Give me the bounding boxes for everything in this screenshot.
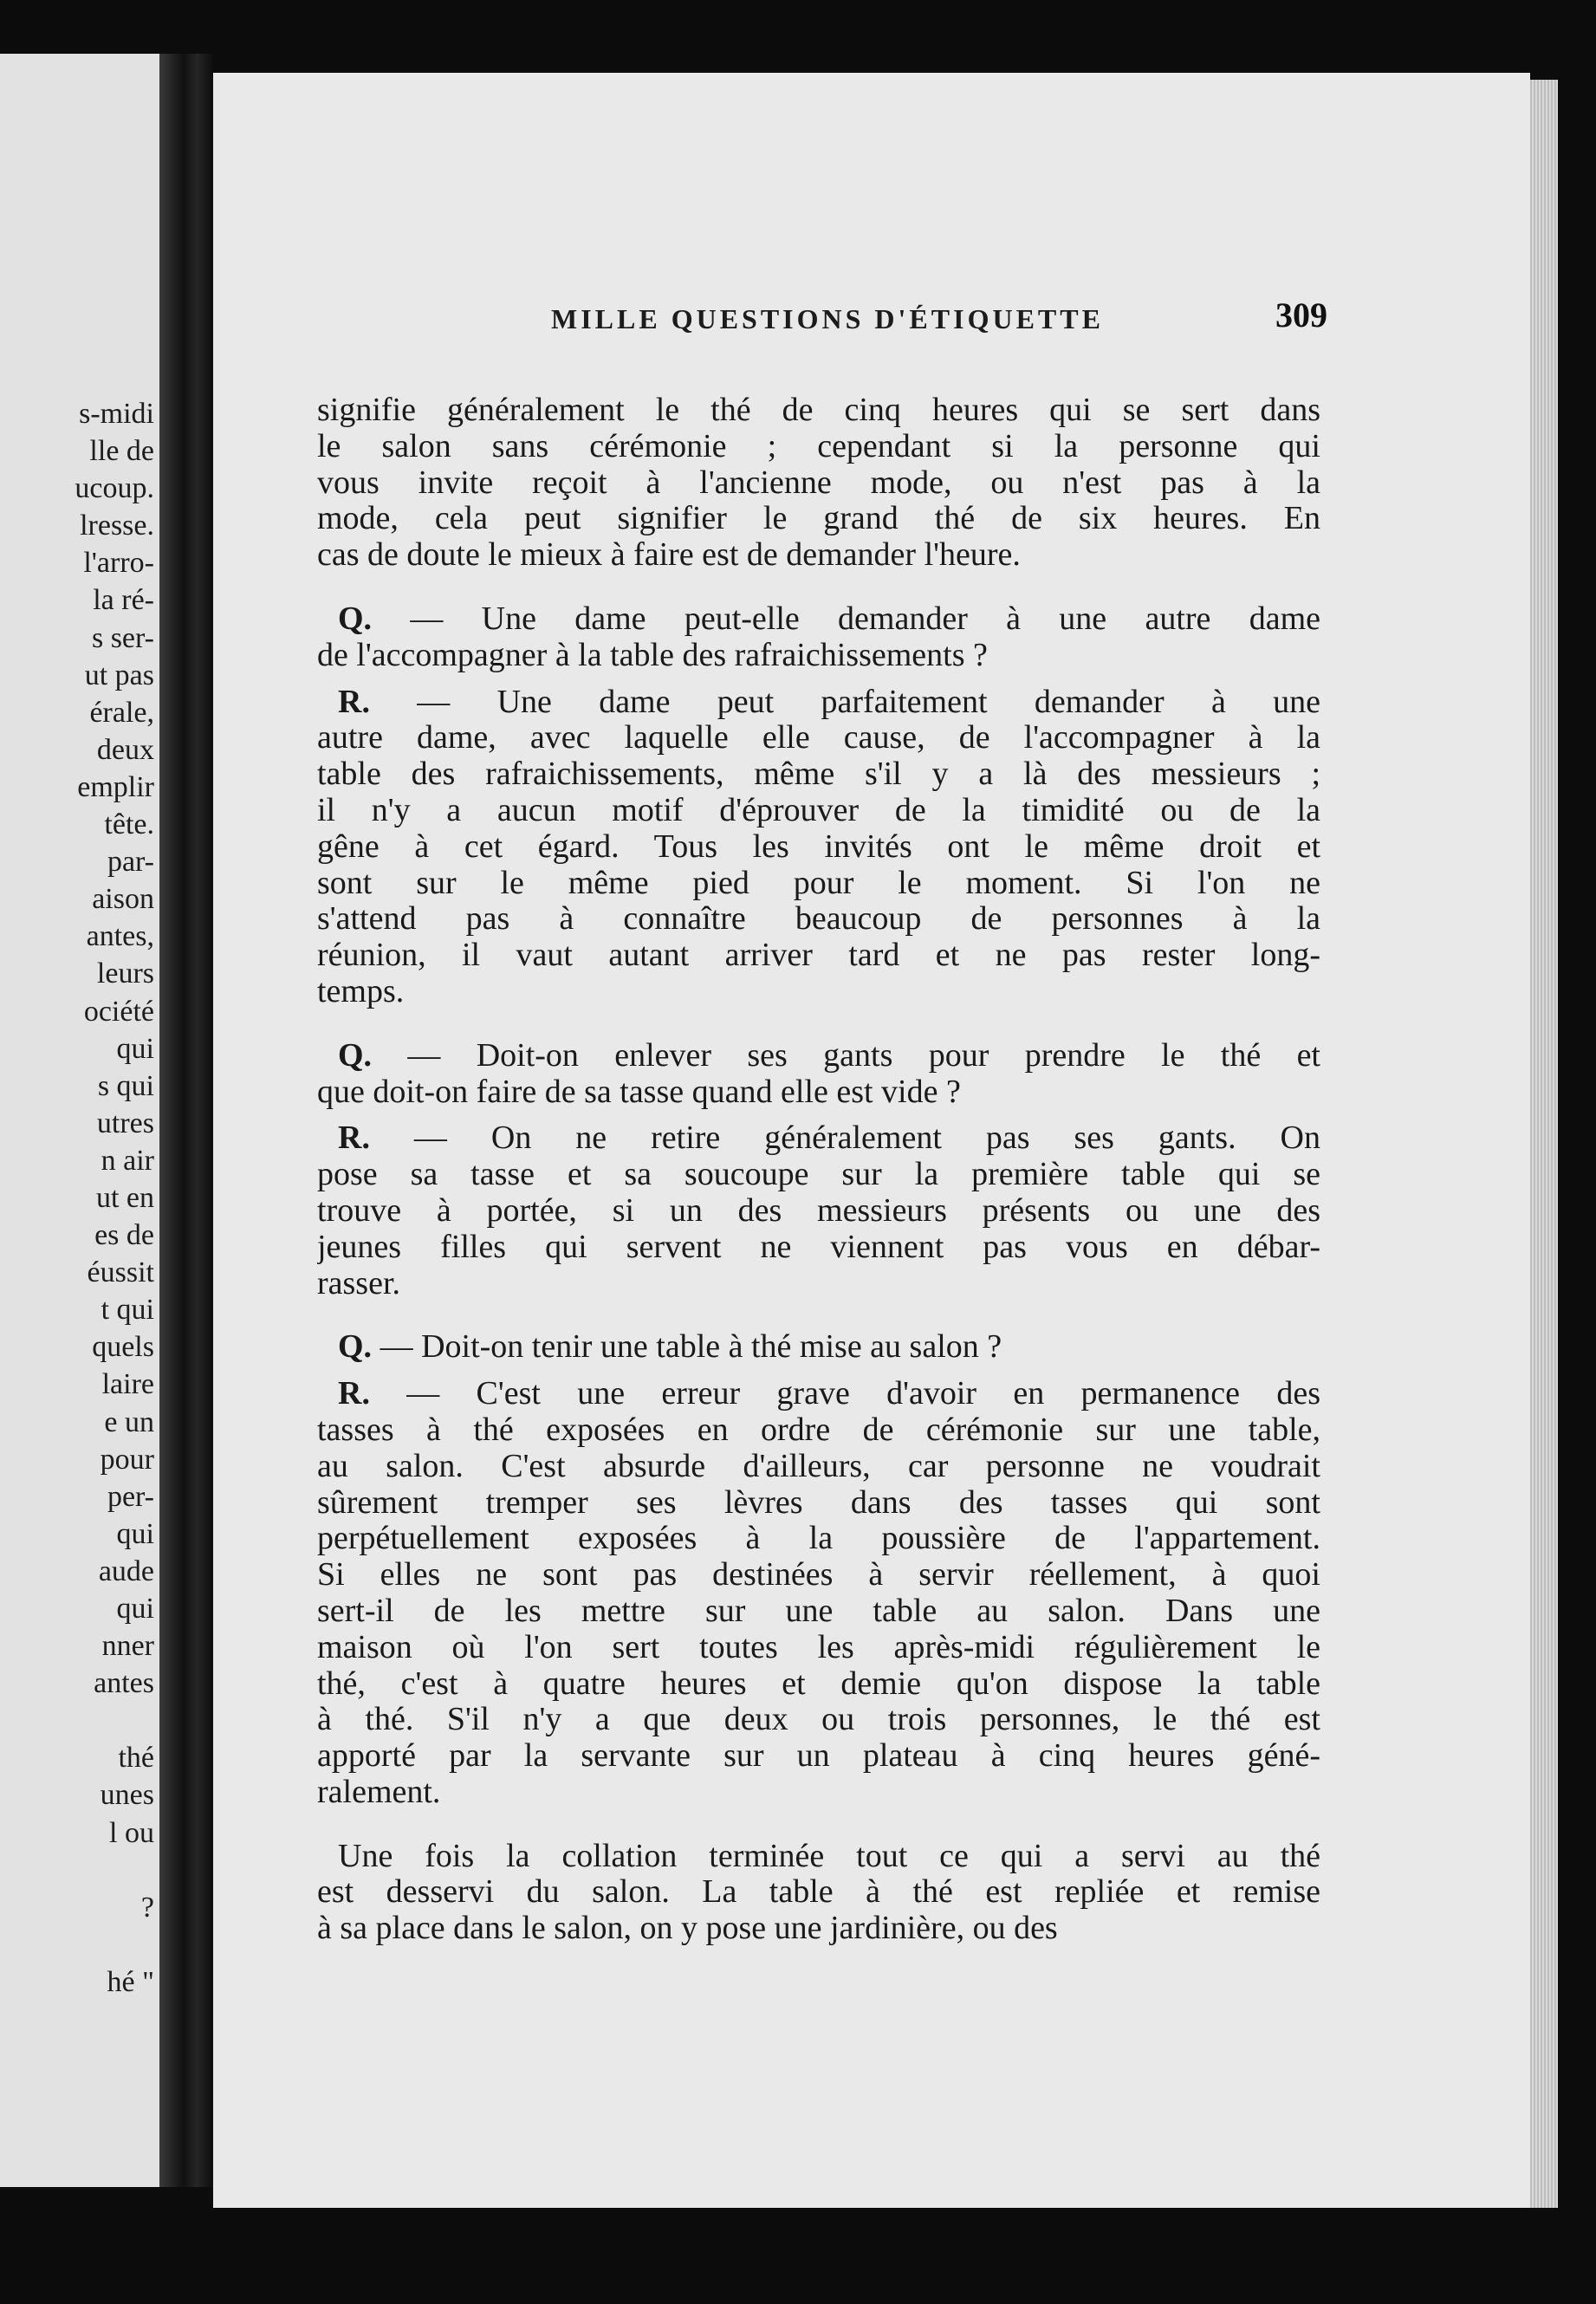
- text-line: [317, 1873, 1320, 1910]
- text-line: [317, 1120, 1320, 1156]
- line-text: autre dame, avec laquelle elle cause, de l'accompagner à la: [317, 719, 1320, 756]
- text-line: [317, 536, 1320, 573]
- line-text: le salon sans cérémonie ; cependant si la personne qui: [317, 427, 1320, 464]
- text-line: [317, 1593, 1320, 1629]
- left-page-line: qui: [116, 1032, 154, 1065]
- line-text: thé, c'est à quatre heures et demie qu'on dispose la table: [317, 1665, 1320, 1702]
- line-text: est desservi du salon. La table à thé est repliée et remise: [317, 1873, 1320, 1911]
- left-page-line: ucoup.: [75, 472, 154, 505]
- text-line: [317, 1448, 1320, 1484]
- line-text: de l'accompagner à la table des rafraichissements ?: [317, 636, 988, 673]
- text-line: [317, 1737, 1320, 1774]
- text-line: [317, 684, 1320, 720]
- answer-paragraph: [317, 1120, 1320, 1301]
- line-text: gêne à cet égard. Tous les invités ont le même droit et: [317, 827, 1320, 865]
- line-text: s'attend pas à connaître beaucoup de personnes à la: [317, 900, 1320, 938]
- left-page-line: la ré-: [93, 584, 154, 617]
- text-line: [317, 1838, 1320, 1874]
- text-line: [317, 756, 1320, 792]
- line-text: sûrement tremper ses lèvres dans des tasses qui sont: [317, 1483, 1320, 1521]
- text-line: [317, 1484, 1320, 1521]
- line-text: trouve à portée, si un des messieurs présents ou une des: [317, 1191, 1320, 1229]
- left-page-line: s-midi: [79, 398, 154, 430]
- text-line: [317, 1074, 1320, 1110]
- text-line: [317, 1556, 1320, 1593]
- left-page-line: thé: [118, 1742, 154, 1775]
- line-text: tasses à thé exposées en ordre de cérémonie sur une table,: [317, 1411, 1320, 1448]
- text-line: [317, 1229, 1320, 1265]
- left-page: [0, 54, 159, 2187]
- left-page-line: n air: [101, 1144, 154, 1177]
- left-page-line: tête.: [104, 808, 154, 841]
- text-line: [317, 792, 1320, 828]
- line-text: à sa place dans le salon, on y pose une jardinière, ou des: [317, 1910, 1058, 1947]
- left-page-line: lle de: [89, 435, 154, 468]
- left-page-line: utres: [96, 1107, 154, 1139]
- text-line: [317, 464, 1320, 501]
- text-line: [317, 1701, 1320, 1737]
- text-line: [317, 1412, 1320, 1448]
- text-line: [317, 500, 1320, 536]
- left-page-line: s ser-: [91, 621, 154, 654]
- line-text: que doit-on faire de sa tasse quand elle est vide ?: [317, 1073, 961, 1110]
- left-page-line: nner: [101, 1630, 154, 1663]
- text-line: [317, 1665, 1320, 1702]
- text-line: [317, 973, 1320, 1009]
- line-text: — Doit-on tenir une table à thé mise au salon ?: [372, 1328, 1002, 1366]
- left-page-line: [0, 1852, 159, 1889]
- text-line: [317, 392, 1320, 428]
- line-text: Une fois la collation terminée tout ce qui a servi au thé: [338, 1837, 1320, 1874]
- question-marker: Q.: [338, 600, 373, 637]
- left-page-line: ut pas: [84, 659, 154, 691]
- line-text: — Doit-on enlever ses gants pour prendre le thé et: [372, 1036, 1320, 1074]
- text-line: [317, 428, 1320, 464]
- left-page-line: éussit: [87, 1256, 154, 1289]
- left-page-line: emplir: [77, 770, 154, 803]
- left-page-line: es de: [94, 1219, 154, 1252]
- left-page-line: l ou: [109, 1816, 154, 1849]
- text-line: [317, 828, 1320, 865]
- text-line: [317, 1265, 1320, 1301]
- left-page-line: [0, 1702, 159, 1739]
- question-paragraph: [317, 1037, 1320, 1110]
- text-line: [317, 1520, 1320, 1556]
- answer-paragraph: [317, 1375, 1320, 1810]
- line-text: sert-il de les mettre sur une table au salon. Dans une: [317, 1592, 1320, 1629]
- line-text: — Une dame peut-elle demander à une autre dame: [372, 600, 1320, 637]
- line-text: maison où l'on sert toutes les après-midi régulièrement le: [317, 1628, 1320, 1665]
- line-text: ralement.: [317, 1773, 441, 1810]
- line-text: vous invite reçoit à l'ancienne mode, ou n'est pas à la: [317, 464, 1320, 501]
- left-page-line: pour: [100, 1443, 154, 1476]
- text-line: [317, 1192, 1320, 1229]
- line-text: — C'est une erreur grave d'avoir en permanence des: [369, 1375, 1320, 1412]
- line-text: temps.: [317, 972, 405, 1009]
- line-text: apporté par la servante sur un plateau à cinq heures géné-: [317, 1737, 1320, 1774]
- left-page-line: hé ": [107, 1965, 154, 1998]
- text-line: [317, 865, 1320, 901]
- left-page-line: e un: [104, 1405, 154, 1438]
- text-line: [317, 937, 1320, 973]
- text-line: [317, 637, 1320, 673]
- line-text: à thé. S'il n'y a que deux ou trois personnes, le thé est: [317, 1701, 1320, 1738]
- text-line: [317, 1156, 1320, 1192]
- left-page-line: leurs: [96, 957, 154, 990]
- left-page-line: ?: [140, 1891, 154, 1924]
- left-page-line: t qui: [101, 1294, 154, 1327]
- page-edges: [1530, 80, 1558, 2208]
- text-line: [317, 1774, 1320, 1810]
- left-page-line: antes: [94, 1667, 154, 1700]
- line-text: il n'y a aucun motif d'éprouver de la timidité ou de la: [317, 791, 1320, 828]
- line-text: jeunes filles qui servent ne viennent pas vous en débar-: [317, 1228, 1320, 1265]
- answer-marker: R.: [338, 1120, 370, 1157]
- left-page-line: [0, 1926, 159, 1963]
- text-line: [317, 1375, 1320, 1412]
- left-page-line: laire: [101, 1368, 154, 1401]
- book-spine: [159, 54, 213, 2187]
- left-page-line: qui: [116, 1593, 154, 1625]
- line-text: — On ne retire généralement pas ses gants. On: [369, 1120, 1320, 1157]
- line-text: cas de doute le mieux à faire est de demander l'heure.: [317, 536, 1021, 573]
- question-marker: Q.: [338, 1328, 373, 1366]
- text-line: [317, 600, 1320, 637]
- page-number: 309: [1275, 295, 1327, 334]
- line-text: perpétuellement exposées à la poussière de l'appartement.: [317, 1520, 1320, 1557]
- body-text: [317, 392, 1320, 1946]
- left-page-line: lresse.: [80, 509, 154, 542]
- question-paragraph: [317, 1328, 1320, 1365]
- text-line: [317, 719, 1320, 756]
- left-page-line: ut en: [95, 1181, 154, 1214]
- line-text: au salon. C'est absurde d'ailleurs, car personne ne voudrait: [317, 1447, 1320, 1484]
- question-paragraph: [317, 600, 1320, 673]
- line-text: signifie généralement le thé de cinq heures qui se sert dans: [317, 392, 1320, 428]
- left-page-line: deux: [96, 733, 154, 766]
- left-page-line: s qui: [97, 1069, 154, 1102]
- left-page-line: per-: [107, 1480, 154, 1513]
- left-page-line: par-: [107, 846, 154, 879]
- running-title: MILLE QUESTIONS D'ÉTIQUETTE: [551, 303, 1104, 334]
- answer-marker: R.: [338, 683, 370, 720]
- text-line: [317, 1910, 1320, 1946]
- question-marker: Q.: [338, 1036, 373, 1074]
- left-page-line: ociété: [83, 995, 154, 1028]
- paragraph: [317, 1838, 1320, 1946]
- line-text: rasser.: [317, 1264, 401, 1301]
- answer-paragraph: [317, 684, 1320, 1009]
- answer-marker: R.: [338, 1375, 370, 1412]
- text-line: [317, 900, 1320, 937]
- line-text: table des rafraichissements, même s'il y a là des messieurs ;: [317, 756, 1320, 792]
- left-page-line: l'arro-: [83, 547, 154, 580]
- left-page-line: quels: [92, 1331, 154, 1364]
- left-page-line: aison: [92, 883, 154, 916]
- line-text: réunion, il vaut autant arriver tard et ne pas rester long-: [317, 937, 1320, 973]
- left-page-line: unes: [100, 1779, 154, 1812]
- left-page-text: [0, 395, 159, 2001]
- text-line: [317, 1328, 1320, 1365]
- line-text: — Une dame peut parfaitement demander à une: [369, 683, 1320, 720]
- text-line: [317, 1037, 1320, 1074]
- left-page-line: aude: [98, 1554, 154, 1587]
- line-text: Si elles ne sont pas destinées à servir réellement, à quoi: [317, 1556, 1320, 1593]
- paragraph: [317, 392, 1320, 573]
- left-page-line: qui: [116, 1517, 154, 1550]
- text-line: [317, 1629, 1320, 1665]
- line-text: mode, cela peut signifier le grand thé de six heures. En: [317, 500, 1320, 537]
- line-text: sont sur le même pied pour le moment. Si l'on ne: [317, 864, 1320, 901]
- line-text: pose sa tasse et sa soucoupe sur la première table qui se: [317, 1156, 1320, 1192]
- left-page-line: érale,: [89, 696, 154, 729]
- left-page-line: antes,: [86, 920, 154, 953]
